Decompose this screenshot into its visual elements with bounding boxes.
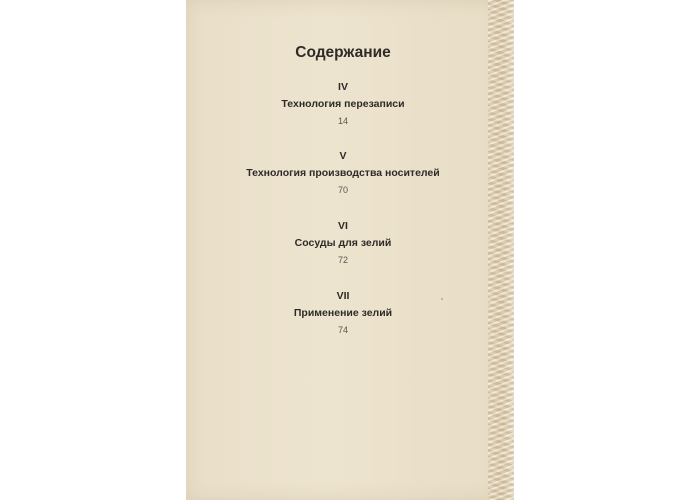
toc-entry-numeral: VI xyxy=(338,220,348,232)
toc-entry-title: Технология перезаписи xyxy=(281,98,405,110)
toc-entry-title: Технология производства носителей xyxy=(246,167,440,179)
toc-entry xyxy=(186,80,500,127)
toc-entry-numeral: V xyxy=(339,150,347,162)
toc-entry xyxy=(186,149,500,196)
toc-entry-title: Применение зелий xyxy=(293,307,393,319)
toc-entry-title: Сосуды для зелий xyxy=(294,237,392,249)
toc-entry-page: 72 xyxy=(337,255,348,265)
toc-entry-numeral: IV xyxy=(338,81,348,93)
toc-entry-page: 74 xyxy=(337,325,348,335)
toc-entry-numeral: VII xyxy=(336,290,350,302)
toc-entry-page: 70 xyxy=(337,185,348,195)
toc-title: Содержание xyxy=(295,44,391,61)
toc-entry xyxy=(186,219,500,266)
toc-entry xyxy=(186,289,500,336)
toc-entry-page: 14 xyxy=(337,116,348,126)
